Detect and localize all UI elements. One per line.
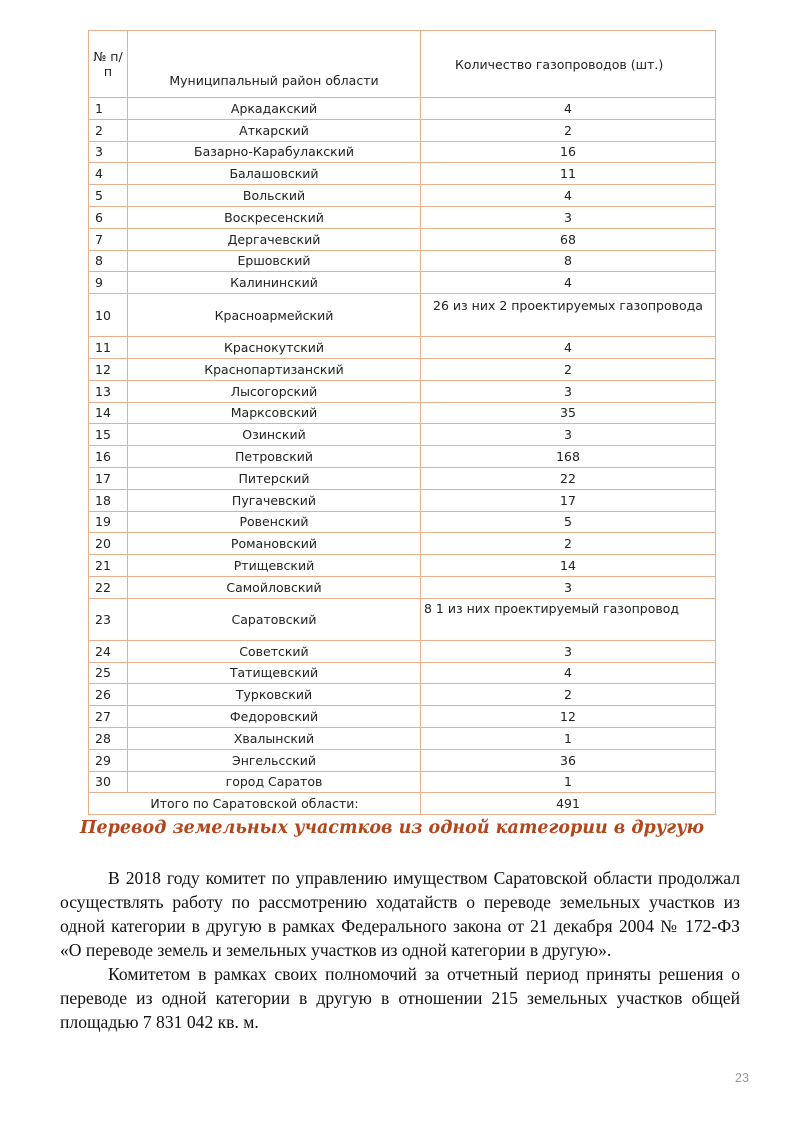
- paragraph: В 2018 году комитет по управлению имуществом Саратовской области продолжал осуществлять работу по рассмотрению ходатайств о переводе земельных участков из одной категории в другую в рамках Федерального закона от 21 декабря 2004 № 172-ФЗ «О переводе земель и земельных участков из одной категории в другую».: [60, 868, 740, 960]
- table-row: [89, 640, 716, 662]
- table-row: [89, 402, 716, 424]
- table-row: [89, 446, 716, 468]
- district-name: Лысогорский: [128, 380, 421, 402]
- total-value: 491: [421, 793, 716, 815]
- row-number: 10: [89, 294, 128, 337]
- pipeline-count: 5: [421, 511, 716, 533]
- table-row: [89, 206, 716, 228]
- table-row: [89, 727, 716, 749]
- row-number: 18: [89, 489, 128, 511]
- district-name: Романовский: [128, 533, 421, 555]
- district-name: Аркадакский: [128, 98, 421, 120]
- row-number: 9: [89, 272, 128, 294]
- row-number: 15: [89, 424, 128, 446]
- row-number: 12: [89, 358, 128, 380]
- district-name: Ртищевский: [128, 555, 421, 577]
- table-row: [89, 749, 716, 771]
- row-number: 27: [89, 706, 128, 728]
- pipeline-count: 3: [421, 380, 716, 402]
- pipeline-count: 4: [421, 98, 716, 120]
- table-row: [89, 380, 716, 402]
- row-number: 28: [89, 727, 128, 749]
- district-name: Аткарский: [128, 119, 421, 141]
- row-number: 2: [89, 119, 128, 141]
- district-name: Самойловский: [128, 576, 421, 598]
- district-name: Марксовский: [128, 402, 421, 424]
- table-row: [89, 141, 716, 163]
- header-number: № п/п: [89, 31, 128, 98]
- row-number: 8: [89, 250, 128, 272]
- gas-pipelines-table: [88, 30, 716, 815]
- table-row: [89, 662, 716, 684]
- row-number: 13: [89, 380, 128, 402]
- table-header-row: [89, 31, 716, 98]
- district-name: Турковский: [128, 684, 421, 706]
- district-name: Петровский: [128, 446, 421, 468]
- district-name: Вольский: [128, 185, 421, 207]
- pipeline-count: 35: [421, 402, 716, 424]
- section-title: Перевод земельных участков из одной категории в другую: [80, 818, 705, 838]
- table-row: [89, 98, 716, 120]
- row-number: 20: [89, 533, 128, 555]
- pipeline-count: 22: [421, 467, 716, 489]
- pipeline-count: 26 из них 2 проектируемых газопровода: [421, 294, 716, 337]
- pipeline-count: 11: [421, 163, 716, 185]
- pipeline-count: 2: [421, 533, 716, 555]
- district-name: Красноармейский: [128, 294, 421, 337]
- district-name: Саратовский: [128, 598, 421, 640]
- paragraph: Комитетом в рамках своих полномочий за отчетный период приняты решения о переводе из одной категории в другую в отношении 215 земельных участков общей площадью 7 831 042 кв. м.: [60, 964, 740, 1032]
- pipeline-count: 2: [421, 684, 716, 706]
- pipeline-count: 3: [421, 424, 716, 446]
- pipeline-count: 1: [421, 727, 716, 749]
- district-name: Воскресенский: [128, 206, 421, 228]
- table-row: [89, 185, 716, 207]
- pipeline-count: 4: [421, 185, 716, 207]
- body-text: [60, 866, 740, 1034]
- pipeline-count: 3: [421, 640, 716, 662]
- pipeline-count: 8: [421, 250, 716, 272]
- pipeline-count: 8 1 из них проектируемый газопровод: [421, 598, 716, 640]
- district-name: Федоровский: [128, 706, 421, 728]
- row-number: 16: [89, 446, 128, 468]
- table-row: [89, 576, 716, 598]
- district-name: Советский: [128, 640, 421, 662]
- row-number: 14: [89, 402, 128, 424]
- pipeline-count: 16: [421, 141, 716, 163]
- district-name: Татищевский: [128, 662, 421, 684]
- pipeline-count: 12: [421, 706, 716, 728]
- table-row: [89, 119, 716, 141]
- table-row: [89, 598, 716, 640]
- table-row: [89, 511, 716, 533]
- row-number: 19: [89, 511, 128, 533]
- row-number: 6: [89, 206, 128, 228]
- total-label: Итого по Саратовской области:: [89, 793, 421, 815]
- district-name: Дергачевский: [128, 228, 421, 250]
- table-row: [89, 424, 716, 446]
- pipeline-count: 1: [421, 771, 716, 793]
- pipeline-count: 36: [421, 749, 716, 771]
- table-row: [89, 706, 716, 728]
- pipeline-count: 3: [421, 576, 716, 598]
- row-number: 4: [89, 163, 128, 185]
- row-number: 24: [89, 640, 128, 662]
- row-number: 1: [89, 98, 128, 120]
- pipeline-count: 4: [421, 337, 716, 359]
- pipeline-count: 4: [421, 662, 716, 684]
- table-row: [89, 250, 716, 272]
- district-name: Балашовский: [128, 163, 421, 185]
- district-name: Озинский: [128, 424, 421, 446]
- header-count: Количество газопроводов (шт.): [421, 31, 716, 98]
- district-name: Питерский: [128, 467, 421, 489]
- row-number: 22: [89, 576, 128, 598]
- table-row: [89, 771, 716, 793]
- row-number: 26: [89, 684, 128, 706]
- district-name: Пугачевский: [128, 489, 421, 511]
- row-number: 11: [89, 337, 128, 359]
- row-number: 25: [89, 662, 128, 684]
- row-number: 17: [89, 467, 128, 489]
- table-row: [89, 358, 716, 380]
- district-name: Хвалынский: [128, 727, 421, 749]
- district-name: Ершовский: [128, 250, 421, 272]
- pipeline-count: 2: [421, 119, 716, 141]
- pipeline-count: 14: [421, 555, 716, 577]
- district-name: Калининский: [128, 272, 421, 294]
- district-name: город Саратов: [128, 771, 421, 793]
- page-number: 23: [735, 1071, 749, 1085]
- table-row: [89, 272, 716, 294]
- table-row: [89, 489, 716, 511]
- pipeline-count: 168: [421, 446, 716, 468]
- table-row: [89, 294, 716, 337]
- table-row: [89, 467, 716, 489]
- table-total-row: [89, 793, 716, 815]
- pipeline-count: 2: [421, 358, 716, 380]
- district-name: Краснокутский: [128, 337, 421, 359]
- pipeline-count: 4: [421, 272, 716, 294]
- row-number: 3: [89, 141, 128, 163]
- district-name: Краснопартизанский: [128, 358, 421, 380]
- row-number: 7: [89, 228, 128, 250]
- table-row: [89, 684, 716, 706]
- row-number: 30: [89, 771, 128, 793]
- row-number: 23: [89, 598, 128, 640]
- pipeline-count: 3: [421, 206, 716, 228]
- table-row: [89, 555, 716, 577]
- row-number: 5: [89, 185, 128, 207]
- table-row: [89, 163, 716, 185]
- district-name: Энгельсский: [128, 749, 421, 771]
- district-name: Ровенский: [128, 511, 421, 533]
- pipeline-count: 68: [421, 228, 716, 250]
- table-row: [89, 228, 716, 250]
- district-name: Базарно-Карабулакский: [128, 141, 421, 163]
- table-row: [89, 533, 716, 555]
- table-row: [89, 337, 716, 359]
- row-number: 21: [89, 555, 128, 577]
- row-number: 29: [89, 749, 128, 771]
- pipeline-count: 17: [421, 489, 716, 511]
- header-district: Муниципальный район области: [128, 31, 421, 98]
